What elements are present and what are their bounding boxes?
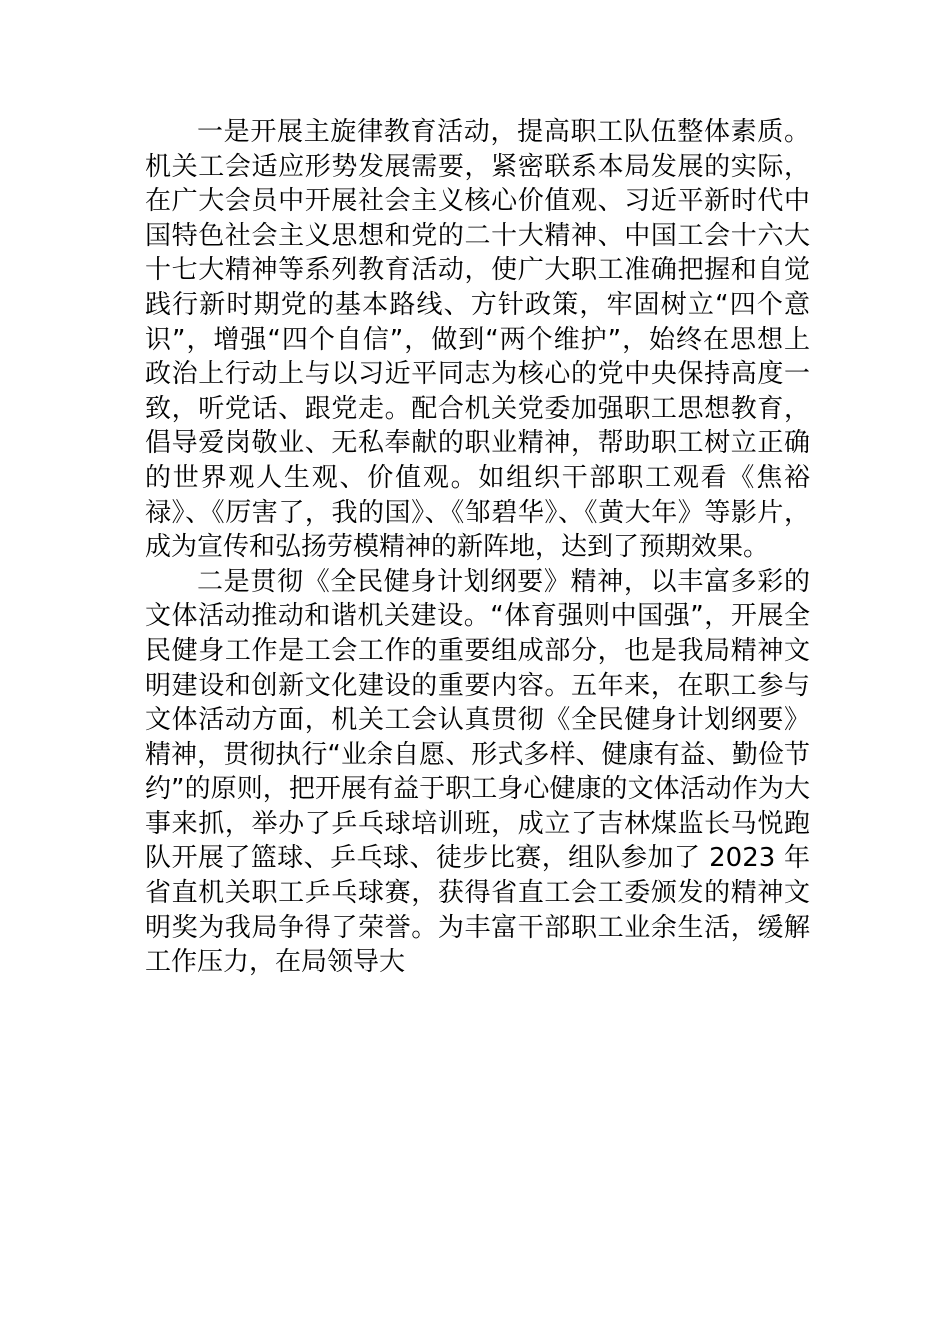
document-body [145,115,810,980]
paragraph-2: 二是贯彻《全民健身计划纲要》精神，以丰富多彩的文体活动推动和谐机关建设。“体育强则中国强”，开展全民健身工作是工会工作的重要组成部分，也是我局精神文明建设和创新文化建设的重要内容。五年来，在职工参与文体活动方面，机关工会认真贯彻《全民健身计划纲要》精神，贯彻执行“业余自愿、形式多样、健康有益、勤俭节约”的原则，把开展有益于职工身心健康的文体活动作为大事来抓，举办了乒乓球培训班，成立了吉林煤监长马悦跑队开展了篮球、乒乓球、徒步比赛，组队参加了 2023 年省直机关职工乒乓球赛，获得省直工会工委颁发的精神文明奖为我局争得了荣誉。为丰富干部职工业余生活，缓解工作压力，在局领导大 [145,566,810,978]
paragraph-1: 一是开展主旋律教育活动，提高职工队伍整体素质。机关工会适应形势发展需要，紧密联系本局发展的实际，在广大会员中开展社会主义核心价值观、习近平新时代中国特色社会主义思想和党的二十大精神、中国工会十六大十七大精神等系列教育活动，使广大职工准确把握和自觉践行新时期党的基本路线、方针政策，牢固树立“四个意识”，增强“四个自信”，做到“两个维护”，始终在思想上政治上行动上与以习近平同志为核心的党中央保持高度一致，听党话、跟党走。配合机关党委加强职工思想教育，倡导爱岗敬业、无私奉献的职业精神，帮助职工树立正确的世界观人生观、价值观。如组织干部职工观看《焦裕禄》、《厉害了，我的国》、《邹碧华》、《黄大年》等影片，成为宣传和弘扬劳模精神的新阵地，达到了预期效果。 [145,117,810,563]
